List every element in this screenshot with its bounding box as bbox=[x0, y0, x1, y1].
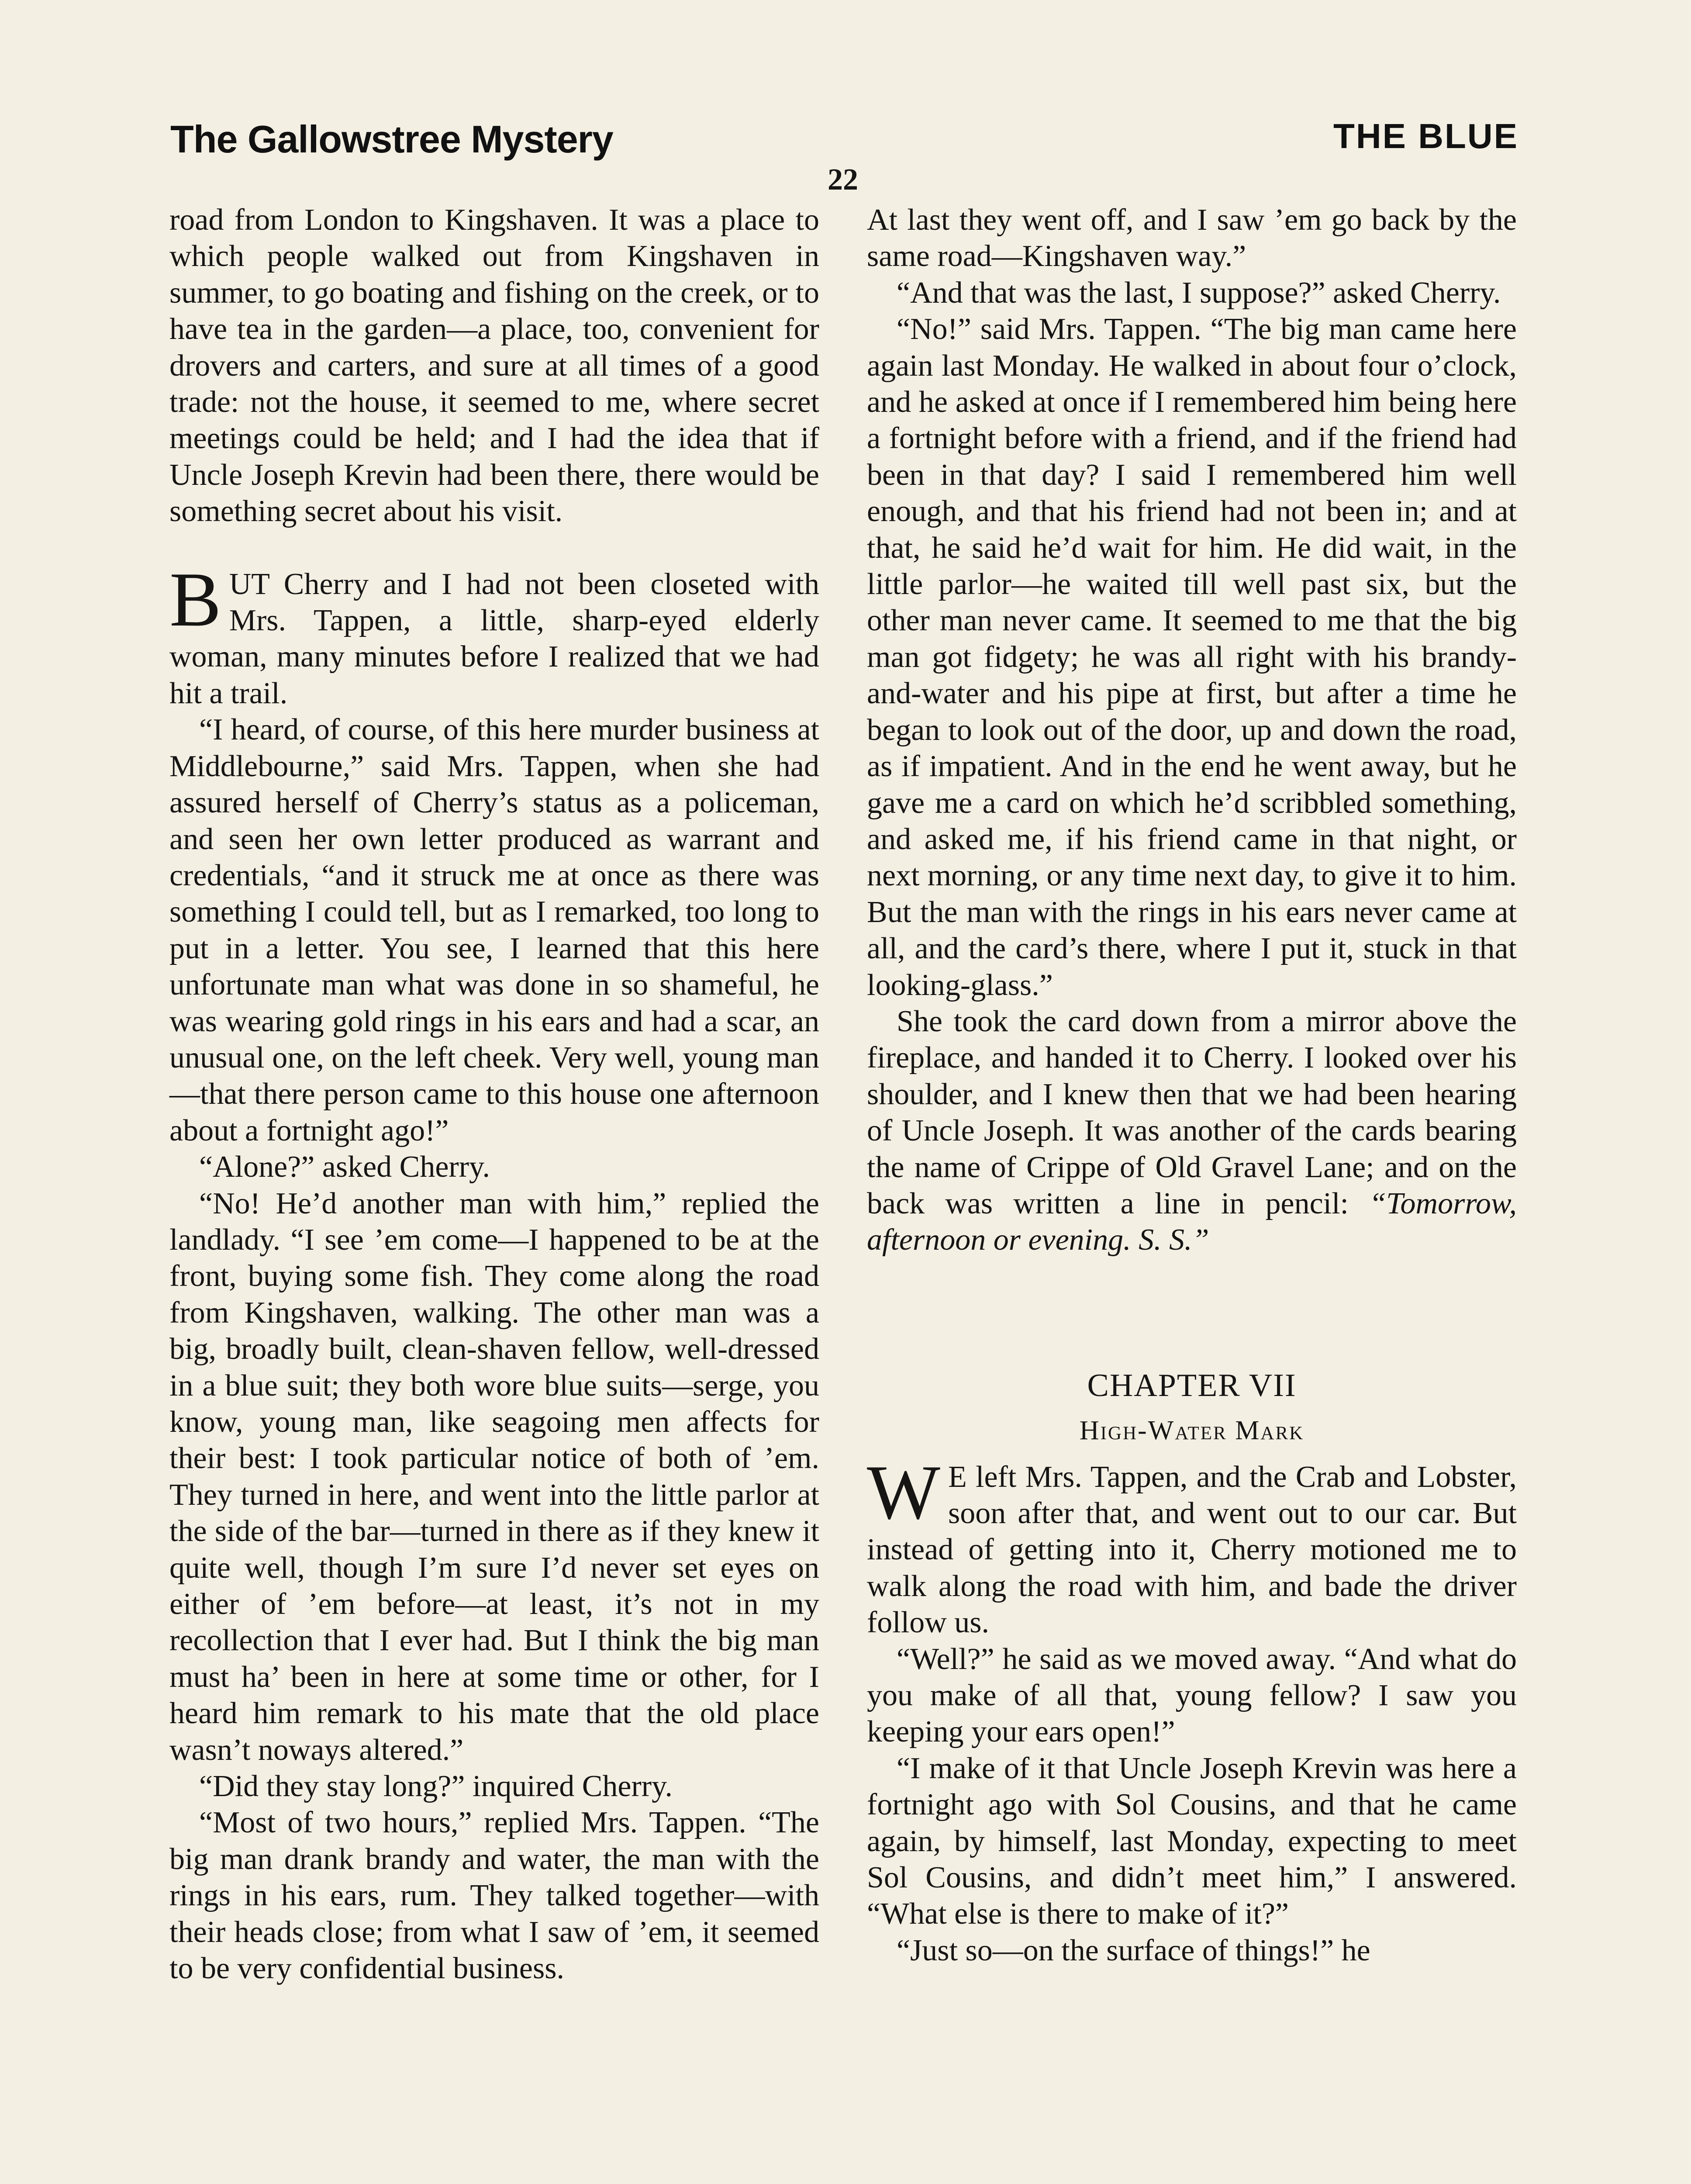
paragraph: “Alone?” asked Cherry. bbox=[199, 1150, 490, 1184]
paragraph: “Did they stay long?” inquired Cherry. bbox=[199, 1769, 673, 1804]
paragraph bbox=[867, 1003, 1517, 1258]
page-number: 22 bbox=[828, 163, 858, 197]
paragraph: “Most of two hours,” replied Mrs. Tappen. “The big man drank brandy and water, the man with the rings in his ears, rum. They talked together—with their heads close; from what I saw of ’em, it seemed to be very confidential business. bbox=[169, 1806, 819, 1986]
paragraph: “Just so—on the surface of things!” he bbox=[897, 1933, 1370, 1967]
running-header-magazine: THE BLUE bbox=[1333, 117, 1518, 156]
paragraph: “No!” said Mrs. Tappen. “The big man came here again last Monday. He walked in about four o’clock, and he asked at once if I remembered him being here a fortnight before with a friend, and if the friend had been in that day? I said I remembered him well enough, and that his friend had not been in; and at that, he said he’d wait for him. He did wait, in the little parlor—he waited till well past six, but the other man never came. It seemed to me that the big man got fidgety; he was all right with his brandy-and-water and his pipe at first, but after a time he began to look out of the door, up and down the road, as if impatient. And in the end he went away, but he gave me a card on which he’d scribbled something, and asked me, if his friend came in that night, or next morning, or any time next day, to give it to him. But the man with the rings in his ears never came at all, and the card’s there, where I put it, stuck in that looking-glass.” bbox=[867, 312, 1517, 1002]
paragraph: “I make of it that Uncle Joseph Krevin was here a fortnight ago with Sol Cousins, and that he came again, by himself, last Monday, expecting to meet Sol Cousins, and didn’t meet him,” I answered. “What else is there to make of it?” bbox=[867, 1751, 1517, 1931]
chapter-subtitle: High-Water Mark bbox=[1079, 1416, 1304, 1446]
paragraph: At last they went off, and I saw ’em go back by the same road—Kingshaven way.” bbox=[867, 203, 1517, 273]
paragraph: road from London to Kingshaven. It was a place to which people walked out from Kingshaven in summer, to go boating and fishing on the creek, or to have tea in the garden—a place, too, convenient for drovers and carters, and sure at all times of a good trade: not the house, it seemed to me, where secret meetings could be held; and I had the idea that if Uncle Joseph Krevin had been there, there would be something secret about his visit. bbox=[169, 203, 819, 529]
drop-cap-letter: B bbox=[169, 556, 221, 643]
paragraph: “And that was the last, I suppose?” asked Cherry. bbox=[897, 276, 1501, 310]
paragraph: “Well?” he said as we moved away. “And what do you make of all that, young fellow? I saw you keeping your ears open!” bbox=[867, 1642, 1517, 1749]
pencil-note: “Tomorrow, afternoon or evening. S. S.” bbox=[867, 1186, 1517, 1257]
right-column bbox=[867, 202, 1517, 1969]
paragraph: “No! He’d another man with him,” replied the landlady. “I see ’em come—I happened to be at the front, buying some fish. They come along the road from Kingshaven, walking. The other man was a big, broadly built, clean-shaven fellow, well-dressed in a blue suit; they both wore blue suits—serge, you know, young man, like seagoing men affects for their best: I took particular notice of both of ’em. They turned in here, and went into the little parlor at the side of the bar—turned in there as if they knew it quite well, though I’m sure I’d never set eyes on either of ’em before—at least, it’s not in my recollection that I ever had. But I think the big man must ha’ been in here at some time or other, for I heard him remark to his mate that the old place wasn’t noways altered.” bbox=[169, 1186, 819, 1767]
chapter-title: CHAPTER VII bbox=[1087, 1367, 1297, 1403]
drop-cap-letter: W bbox=[867, 1448, 941, 1535]
paragraph-drop-cap bbox=[867, 1448, 1517, 1641]
running-header-title: The Gallowstree Mystery bbox=[170, 117, 613, 161]
paragraph-drop-cap bbox=[169, 556, 819, 712]
paragraph-text: E left Mrs. Tappen, and the Crab and Lobster, soon after that, and went out to our car. But instead of getting into it, Cherry motioned me to walk along the road with him, and bade the driver follow us. bbox=[867, 1460, 1517, 1640]
paragraph: “I heard, of course, of this here murder business at Middlebourne,” said Mrs. Tappen, when she had assured herself of Cherry’s status as a policeman, and seen her own letter produced as warrant and credentials, “and it struck me at once as there was something I could tell, but as I remarked, too long to put in a letter. You see, I learned that this here unfortunate man what was done in so shameful, he was wearing gold rings in his ears and had a scar, an unusual one, on the left cheek. Very well, young man—that there person came to this house one afternoon about a fortnight ago!” bbox=[169, 713, 819, 1147]
paragraph-text: UT Cherry and I had not been closeted with Mrs. Tappen, a little, sharp-eyed elderly woman, many minutes before I realized that we had hit a trail. bbox=[169, 567, 819, 710]
left-column bbox=[169, 202, 819, 1987]
paragraph-text: She took the card down from a mirror above the fireplace, and handed it to Cherry. I looked over his shoulder, and I knew then that we had been hearing of Uncle Joseph. It was another of the cards bearing the name of Crippe of Old Gravel Lane; and on the back was written a line in pencil: bbox=[867, 1004, 1517, 1220]
